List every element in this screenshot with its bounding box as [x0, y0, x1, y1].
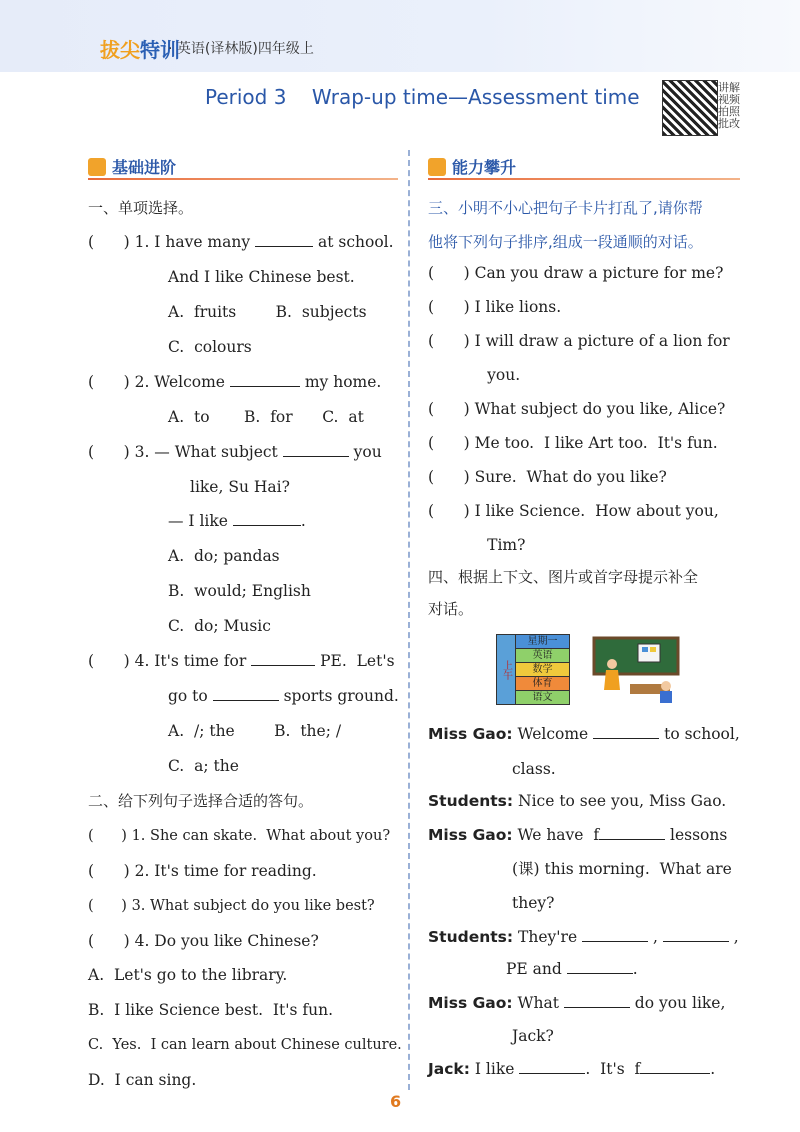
qr-caption: 讲解视频 拍照批改 — [718, 81, 740, 130]
question-4-options-2: C. a; the — [168, 757, 239, 775]
match-question-3: ( ) 3. What subject do you like best? — [88, 898, 375, 914]
part4-heading-line1: 四、根据上下文、图片或首字母提示补全 — [428, 568, 699, 586]
timetable-side-label: 上午 — [497, 635, 516, 704]
timetable-image — [496, 634, 570, 705]
part4-heading-line2: 对话。 — [428, 600, 474, 618]
match-question-4: ( ) 4. Do you like Chinese? — [88, 932, 319, 950]
qr-code-icon[interactable] — [662, 80, 718, 136]
dialogue-line-1-cont: class. — [512, 760, 556, 778]
order-item-2: ( ) I like lions. — [428, 298, 562, 316]
section-underline — [88, 178, 398, 180]
brand-logo: 拔尖特训 — [100, 38, 180, 62]
answer-blank[interactable] — [582, 927, 648, 942]
match-answer-d: D. I can sing. — [88, 1071, 197, 1089]
order-item-1: ( ) Can you draw a picture for me? — [428, 264, 724, 282]
question-3: ( ) 3. — What subject you — [88, 443, 382, 461]
classroom-illustration — [590, 634, 682, 706]
match-question-1: ( ) 1. She can skate. What about you? — [88, 828, 391, 844]
question-1-options: A. fruits B. subjects — [168, 303, 367, 321]
question-1-options-2: C. colours — [168, 338, 252, 356]
order-item-7: ( ) I like Science. How about you, — [428, 502, 719, 520]
match-question-2: ( ) 2. It's time for reading. — [88, 862, 317, 880]
dialogue-line-6: Jack: I like . It's f . — [428, 1060, 716, 1078]
question-3-option-c: C. do; Music — [168, 617, 271, 635]
dialogue-line-4: Students: They're , , — [428, 928, 739, 946]
question-4-options: A. /; the B. the; / — [168, 722, 342, 740]
timetable-day: 星期一 — [516, 635, 569, 648]
dialogue-line-1: Miss Gao: Welcome to school, — [428, 725, 740, 743]
order-item-7-cont: Tim? — [428, 536, 526, 554]
section-heading-basic: 基础进阶 — [88, 155, 176, 181]
order-item-4: ( ) What subject do you like, Alice? — [428, 400, 726, 418]
order-item-3-cont: you. — [428, 366, 521, 384]
dialogue-line-3: Miss Gao: We have f lessons — [428, 826, 728, 844]
page-title: Period 3 Wrap-up time—Assessment time — [205, 85, 640, 109]
answer-blank[interactable] — [599, 825, 665, 840]
column-divider — [408, 150, 410, 1090]
answer-blank[interactable] — [213, 686, 279, 701]
dialogue-line-2: Students: Nice to see you, Miss Gao. — [428, 792, 727, 810]
order-item-6: ( ) Sure. What do you like? — [428, 468, 667, 486]
timetable-cell: 体育 — [516, 676, 569, 690]
answer-blank[interactable] — [640, 1059, 710, 1074]
question-1-cont: And I like Chinese best. — [168, 268, 355, 286]
question-2-options: A. to B. for C. at — [168, 408, 364, 426]
answer-blank[interactable] — [230, 372, 300, 387]
order-item-3: ( ) I will draw a picture of a lion for — [428, 332, 730, 350]
section-badge-icon — [88, 158, 106, 176]
answer-blank[interactable] — [283, 442, 349, 457]
order-item-5: ( ) Me too. I like Art too. It's fun. — [428, 434, 718, 452]
answer-blank[interactable] — [255, 232, 313, 247]
dialogue-line-3-cont2: they? — [512, 894, 555, 912]
part1-heading: 一、单项选择。 — [88, 199, 194, 217]
page-number: 6 — [390, 1092, 402, 1111]
answer-blank[interactable] — [663, 927, 729, 942]
dialogue-line-5: Miss Gao: What do you like, — [428, 994, 726, 1012]
answer-blank[interactable] — [233, 511, 301, 526]
question-4: ( ) 4. It's time for PE. Let's — [88, 652, 395, 670]
answer-blank[interactable] — [567, 959, 633, 974]
match-answer-c: C. Yes. I can learn about Chinese culture. — [88, 1037, 402, 1053]
question-2: ( ) 2. Welcome my home. — [88, 373, 382, 391]
timetable-cell: 语文 — [516, 690, 569, 704]
dialogue-line-4-cont: PE and . — [506, 960, 638, 978]
answer-blank[interactable] — [251, 651, 315, 666]
section-badge-icon — [428, 158, 446, 176]
part2-heading: 二、给下列句子选择合适的答句。 — [88, 792, 314, 810]
part3-heading-line1: 三、小明不小心把句子卡片打乱了,请你帮 — [428, 199, 703, 217]
question-3-cont: like, Su Hai? — [190, 478, 290, 496]
part3-heading-line2: 他将下列句子排序,组成一段通顺的对话。 — [428, 233, 703, 251]
match-answer-a: A. Let's go to the library. — [88, 966, 288, 984]
timetable-cell: 英语 — [516, 648, 569, 662]
answer-blank[interactable] — [564, 993, 630, 1008]
dialogue-line-3-cont: (课) this morning. What are — [512, 860, 732, 878]
section-underline — [428, 178, 740, 180]
question-3-option-b: B. would; English — [168, 582, 311, 600]
section-heading-advanced: 能力攀升 — [428, 155, 516, 181]
answer-blank[interactable] — [519, 1059, 585, 1074]
timetable-cell: 数学 — [516, 662, 569, 676]
match-answer-b: B. I like Science best. It's fun. — [88, 1001, 334, 1019]
question-1: ( ) 1. I have many at school. — [88, 233, 394, 251]
dialogue-line-5-cont: Jack? — [512, 1027, 554, 1045]
series-label: · 英语(译林版)四年级上 — [168, 41, 314, 57]
question-3-option-a: A. do; pandas — [168, 547, 280, 565]
question-4-cont: go to sports ground. — [168, 687, 399, 705]
answer-blank[interactable] — [593, 724, 659, 739]
question-3-reply: — I like . — [168, 512, 306, 530]
